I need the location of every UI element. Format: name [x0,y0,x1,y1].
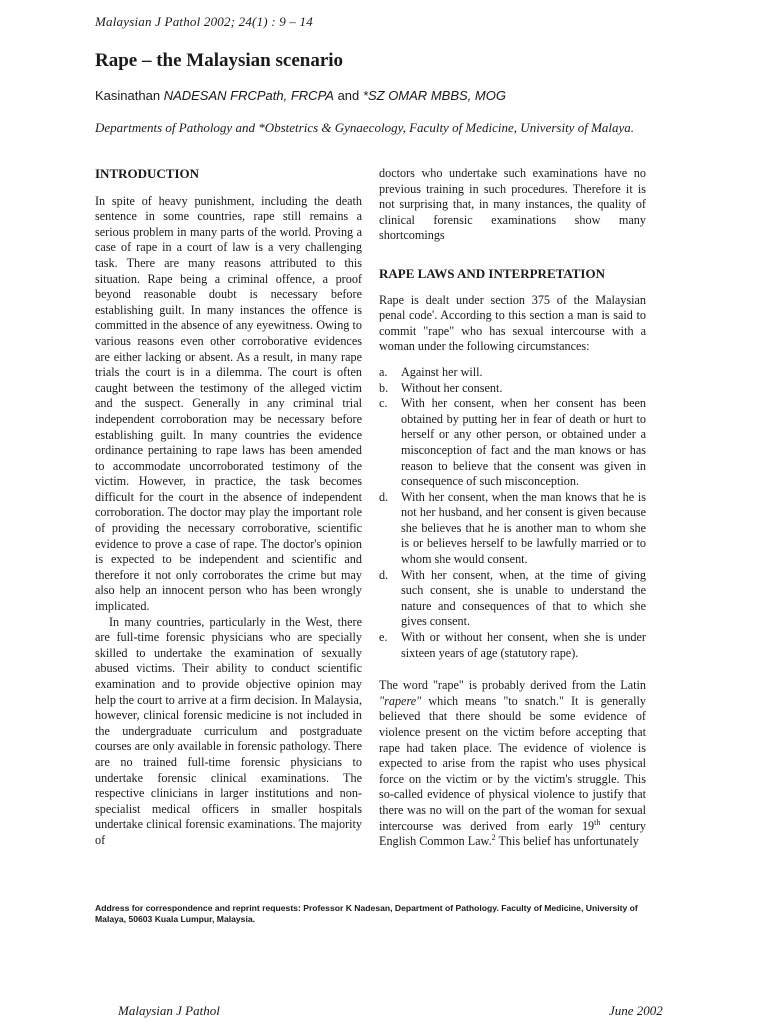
list-item [379,365,646,381]
introduction-paragraph-1: In spite of heavy punishment, including the death sentence in some countries, rape still remains a serious problem in many parts of the world. Proving a case of rape in a court of law is a very challenging task. There are many reasons attributed to this situation. Rape being a criminal offence, a proof beyond reasonable doubt is necessary before establishing guilt. In many instances the offence is committed in the absence of any eyewitness. Owing to various reasons even other corroborative evidences are either lacking or absent. As a result, in many rape trials the court is in a dilemma. The court is often caught between the testimony of the alleged victim and the suspect. Generally in any criminal trial independent corroboration may be necessary before establishing guilt. In many countries the evidence ordinance pertaining to rape laws has been amended to accommodate uncorroborated testimony of the victim. However, in practice, the task becomes difficult for the court in the absence of independent corroboration. The doctor may play the important role of providing the necessary corroborative, scientific evidence to prove a case of rape. The doctor's opinion is expected to be independent and scientific and therefore it not only corroborates the crime but may also help an innocent person who has been wrongly implicated. [95,193,362,614]
author1-family-name: NADESAN [163,88,227,103]
correspondence-footnote: Address for correspondence and reprint requests: Professor K Nadesan, Department of Pathology. Faculty of Medicine, University of Malaya, 50603 Kuala Lumpur, Malaysia. [95,903,638,924]
rape-etymology-paragraph [379,678,646,850]
section-heading-rape-laws: RAPE LAWS AND INTERPRETATION [379,265,605,281]
affiliation: Departments of Pathology and *Obstetrics & Gynaecology, Faculty of Medicine, University of Malaya. [95,120,635,135]
list-item [379,396,646,490]
journal-citation: Malaysian J Pathol 2002; 24(1) : 9 – 14 [95,14,313,29]
introduction-continuation: doctors who undertake such examinations have no previous training in such procedures. Therefore it is not surprising that, in many instances, the quality of clinical forensic examinations show many shortcomings [379,166,646,243]
clause-text: Against her will. [401,364,483,379]
paragraph-text: The word "rape" is probably derived from the Latin [379,678,646,693]
clause-text: Without her consent. [401,380,503,395]
footer-journal-name: Malaysian J Pathol [118,1003,220,1018]
paragraph-text: which means "to snatch." It is generally believed that there should be some evidence of violence present on the victim before accepting that rape had taken place. The evidence of violence is expected to arise from the rapist who uses physical force on the victim or by the victim's struggle. This so-called evidence of physical violence to justify that there was no will on the part of the woman for sexual intercourse was derived from early 19 [379,693,646,833]
clause-letter: d. [379,489,389,504]
legal-clauses-list [379,365,646,661]
reference-superscript: 2 [491,833,496,843]
clause-text: With her consent, when her consent has been obtained by putting her in fear of death or hurt to herself or any other person, or obtained under a misconception of fact and the man knows or has reason to believe that the consent was given in consequence of such misconception. [401,396,646,489]
clause-letter: a. [379,364,388,379]
author-conjunction: and [337,88,360,103]
clause-letter: d. [379,567,389,582]
list-item [379,381,646,397]
list-item [379,490,646,568]
clause-text: With or without her consent, when she is under sixteen years of age (statutory rape). [401,630,646,660]
footer-date: June 2002 [609,1003,663,1018]
author-line [95,88,506,103]
clause-letter: b. [379,380,389,395]
clause-letter: c. [379,396,388,411]
clause-letter: e. [379,630,388,645]
list-item [379,568,646,630]
rape-laws-intro: Rape is dealt under section 375 of the Malaysian penal code'. According to this section a man is said to commit "rape" who has sexual intercourse with a woman under the following circumstances: [379,292,646,354]
introduction-paragraph-2: In many countries, particularly in the West, there are full-time forensic physicians who are specially skilled to undertake the examination of sexually abused victims. Their ability to conduct scientific examination and to provide objective opinion may help the court to arrive at a firm decision. In Malaysia, however, clinical forensic medicine is not included in the undergraduate curriculum and postgraduate courses are only available in forensic pathology. There are no trained full-time forensic physicians to undertake forensic clinical examinations. The respective clinicians in larger institutions and non-specialist medical officers in smaller hospitals undertake clinical forensic examinations. The majority of [95,614,362,847]
author1-qualifications: FRCPath, FRCPA [230,88,334,103]
section-heading-introduction: INTRODUCTION [95,166,200,181]
paragraph-text: This belief has unfortunately [495,834,639,849]
left-column [95,166,362,849]
clause-text: With her consent, when the man knows that he is not her husband, and her consent is given because she believes that he is another man to whom she is or believes herself to be lawfully married or to whom she would consent. [401,489,646,567]
author2-qualifications: MBBS, MOG [430,88,506,103]
ordinal-superscript: th [594,817,601,827]
clause-text: With her consent, when, at the time of giving such consent, she is unable to understand the nature and consequences of that to which she gives consent. [401,567,646,629]
article-title: Rape – the Malaysian scenario [95,50,344,71]
author2-name: *SZ OMAR [362,88,428,103]
right-column [379,166,646,850]
author1-given-name: Kasinathan [95,88,161,103]
list-item [379,630,646,661]
latin-term: "rapere" [379,693,422,708]
paragraph-text: century English Common Law. [379,818,646,849]
